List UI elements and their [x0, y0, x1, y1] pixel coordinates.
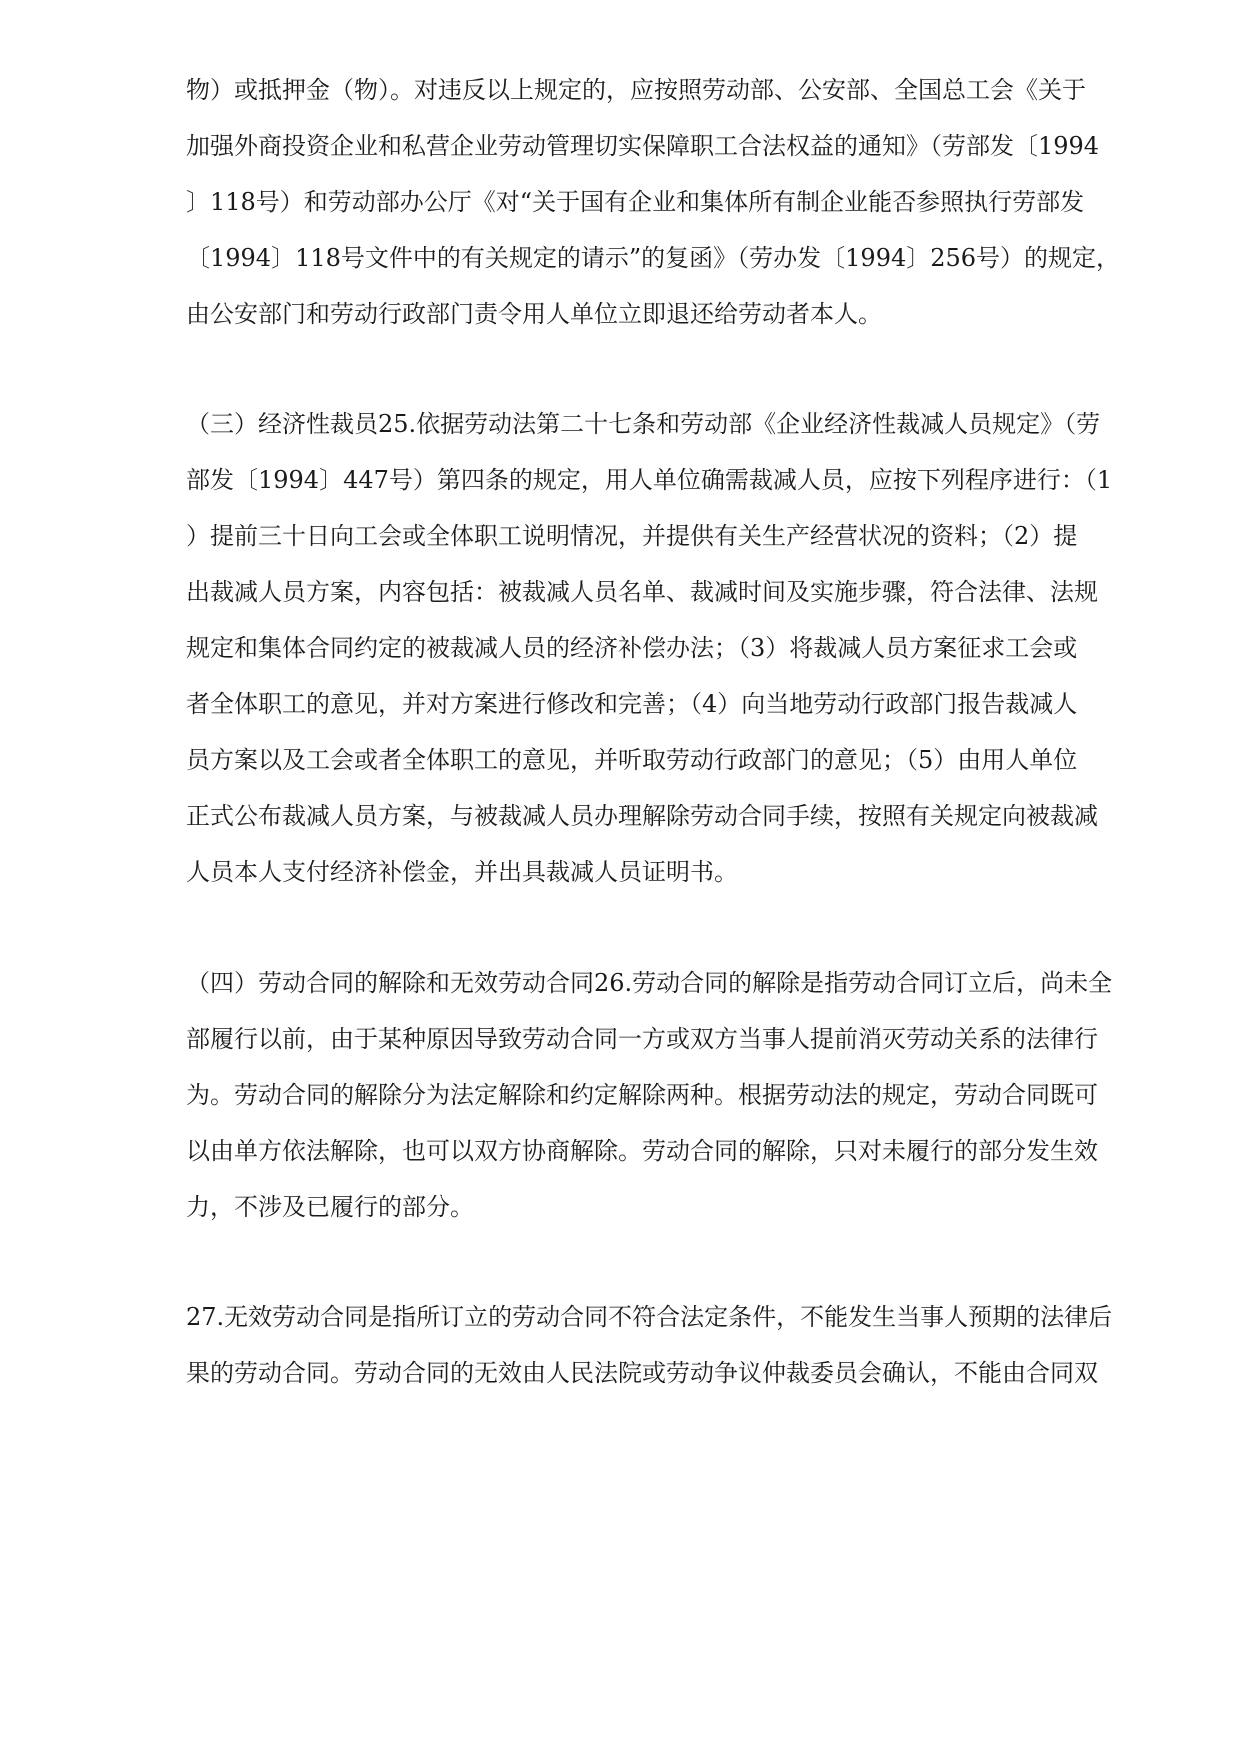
text-line: 力，不涉及已履行的部分。: [186, 1193, 474, 1221]
text-line: 〔1994〕118号文件中的有关规定的请示”的复函》（劳办发〔1994〕256号）的规定，: [186, 244, 1121, 272]
text-line: 人员本人支付经济补偿金，并出具裁减人员证明书。: [186, 858, 738, 886]
text-line: 加强外商投资企业和私营企业劳动管理切实保障职工合法权益的通知》（劳部发〔1994: [186, 132, 1100, 160]
text-line: 出裁减人员方案，内容包括：被裁减人员名单、裁减时间及实施步骤，符合法律、法规: [186, 578, 1098, 606]
text-line: ）提前三十日向工会或全体职工说明情况，并提供有关生产经营状况的资料；（2）提: [186, 522, 1078, 550]
text-line: 物）或抵押金（物）。对违反以上规定的，应按照劳动部、公安部、全国总工会《关于: [186, 76, 1086, 104]
text-line: 为。劳动合同的解除分为法定解除和约定解除两种。根据劳动法的规定，劳动合同既可: [186, 1081, 1098, 1109]
text-line: 部履行以前，由于某种原因导致劳动合同一方或双方当事人提前消灭劳动关系的法律行: [186, 1025, 1098, 1053]
text-line: 员方案以及工会或者全体职工的意见，并听取劳动行政部门的意见；（5）由用人单位: [186, 746, 1078, 774]
text-line: 果的劳动合同。劳动合同的无效由人民法院或劳动争议仲裁委员会确认，不能由合同双: [186, 1359, 1098, 1387]
text-line: 由公安部门和劳动行政部门责令用人单位立即退还给劳动者本人。: [186, 300, 882, 328]
text-line: 者全体职工的意见，并对方案进行修改和完善；（4）向当地劳动行政部门报告裁减人: [186, 690, 1078, 718]
text-line: 〕118号）和劳动部办公厅《对“关于国有企业和集体所有制企业能否参照执行劳部发: [186, 188, 1085, 216]
text-line: 正式公布裁减人员方案，与被裁减人员办理解除劳动合同手续，按照有关规定向被裁减: [186, 802, 1098, 830]
text-line: 27.无效劳动合同是指所订立的劳动合同不符合法定条件，不能发生当事人预期的法律后: [186, 1303, 1113, 1331]
text-line: 规定和集体合同约定的被裁减人员的经济补偿办法；（3）将裁减人员方案征求工会或: [186, 634, 1078, 662]
text-line: 部发〔1994〕447号）第四条的规定，用人单位确需裁减人员，应按下列程序进行：（1: [186, 466, 1113, 494]
text-line: 以由单方依法解除，也可以双方协商解除。劳动合同的解除，只对未履行的部分发生效: [186, 1137, 1098, 1165]
text-line: （四）劳动合同的解除和无效劳动合同26.劳动合同的解除是指劳动合同订立后，尚未全: [186, 969, 1113, 997]
text-line: （三）经济性裁员25.依据劳动法第二十七条和劳动部《企业经济性裁减人员规定》（劳: [186, 410, 1101, 438]
